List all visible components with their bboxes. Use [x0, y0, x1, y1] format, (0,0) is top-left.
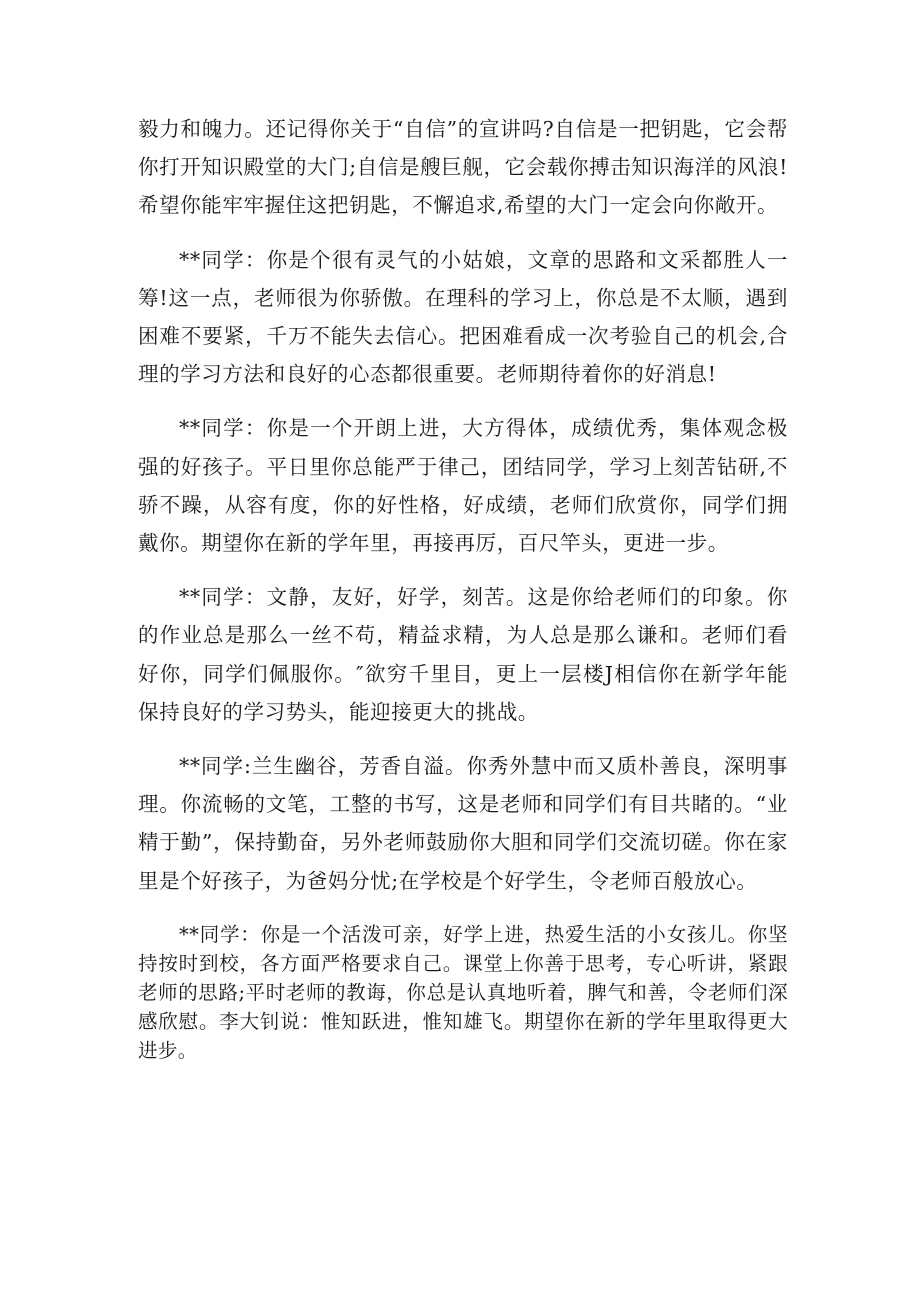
- paragraph-2: **同学：你是个很有灵气的小姑娘，文章的思路和文采都胜人一筹!这一点，老师很为你骄傲。在理科的学习上，你总是不太顺，遇到困难不要紧，千万不能失去信心。把困难看成一次考验自己的机会,合理的学习方法和良好的心态都很重要。老师期待着你的好消息!: [138, 247, 788, 387]
- paragraph-5: **同学:兰生幽谷，芳香自溢。你秀外慧中而又质朴善良，深明事理。你流畅的文笔，工整的书写，这是老师和同学们有目共睹的。“业精于勤”，保持勤奋，另外老师鼓励你大胆和同学们交流切磋。你在家里是个好孩子，为爸妈分忧;在学校是个好学生，令老师百般放心。: [138, 754, 788, 893]
- document-page: [138, 110, 788, 1065]
- paragraph-3: **同学：你是一个开朗上进，大方得体，成绩优秀，集体观念极强的好孩子。平日里你总能严于律己，团结同学，学习上刻苦钻研,不骄不躁，从容有度，你的好性格，好成绩，老师们欣赏你，同学们拥戴你。期望你在新的学年里，再接再厉，百尺竿头，更进一步。: [138, 416, 788, 556]
- paragraph-4: **同学：文静，友好，好学，刻苦。这是你给老师们的印象。你的作业总是那么一丝不苟，精益求精，为人总是那么谦和。老师们看好你，同学们佩服你。″欲穷千里目，更上一层楼J相信你在新学年能保持良好的学习势头，能迎接更大的挑战。: [138, 585, 788, 724]
- paragraph-6: **同学：你是一个活泼可亲，好学上进，热爱生活的小女孩儿。你坚持按时到校，各方面严格要求自己。课堂上你善于思考，专心听讲，紧跟老师的思路;平时老师的教诲，你总是认真地听着，脾气和善，令老师们深感欣慰。李大钊说：惟知跃进，惟知雄飞。期望你在新的学年里取得更大进步。: [138, 922, 788, 1062]
- paragraph-1: 毅力和魄力。还记得你关于“自信”的宣讲吗?自信是一把钥匙，它会帮你打开知识殿堂的大门;自信是艘巨舰，它会载你搏击知识海洋的风浪!希望你能牢牢握住这把钥匙，不懈追求,希望的大门一定会向你敞开。: [138, 117, 788, 218]
